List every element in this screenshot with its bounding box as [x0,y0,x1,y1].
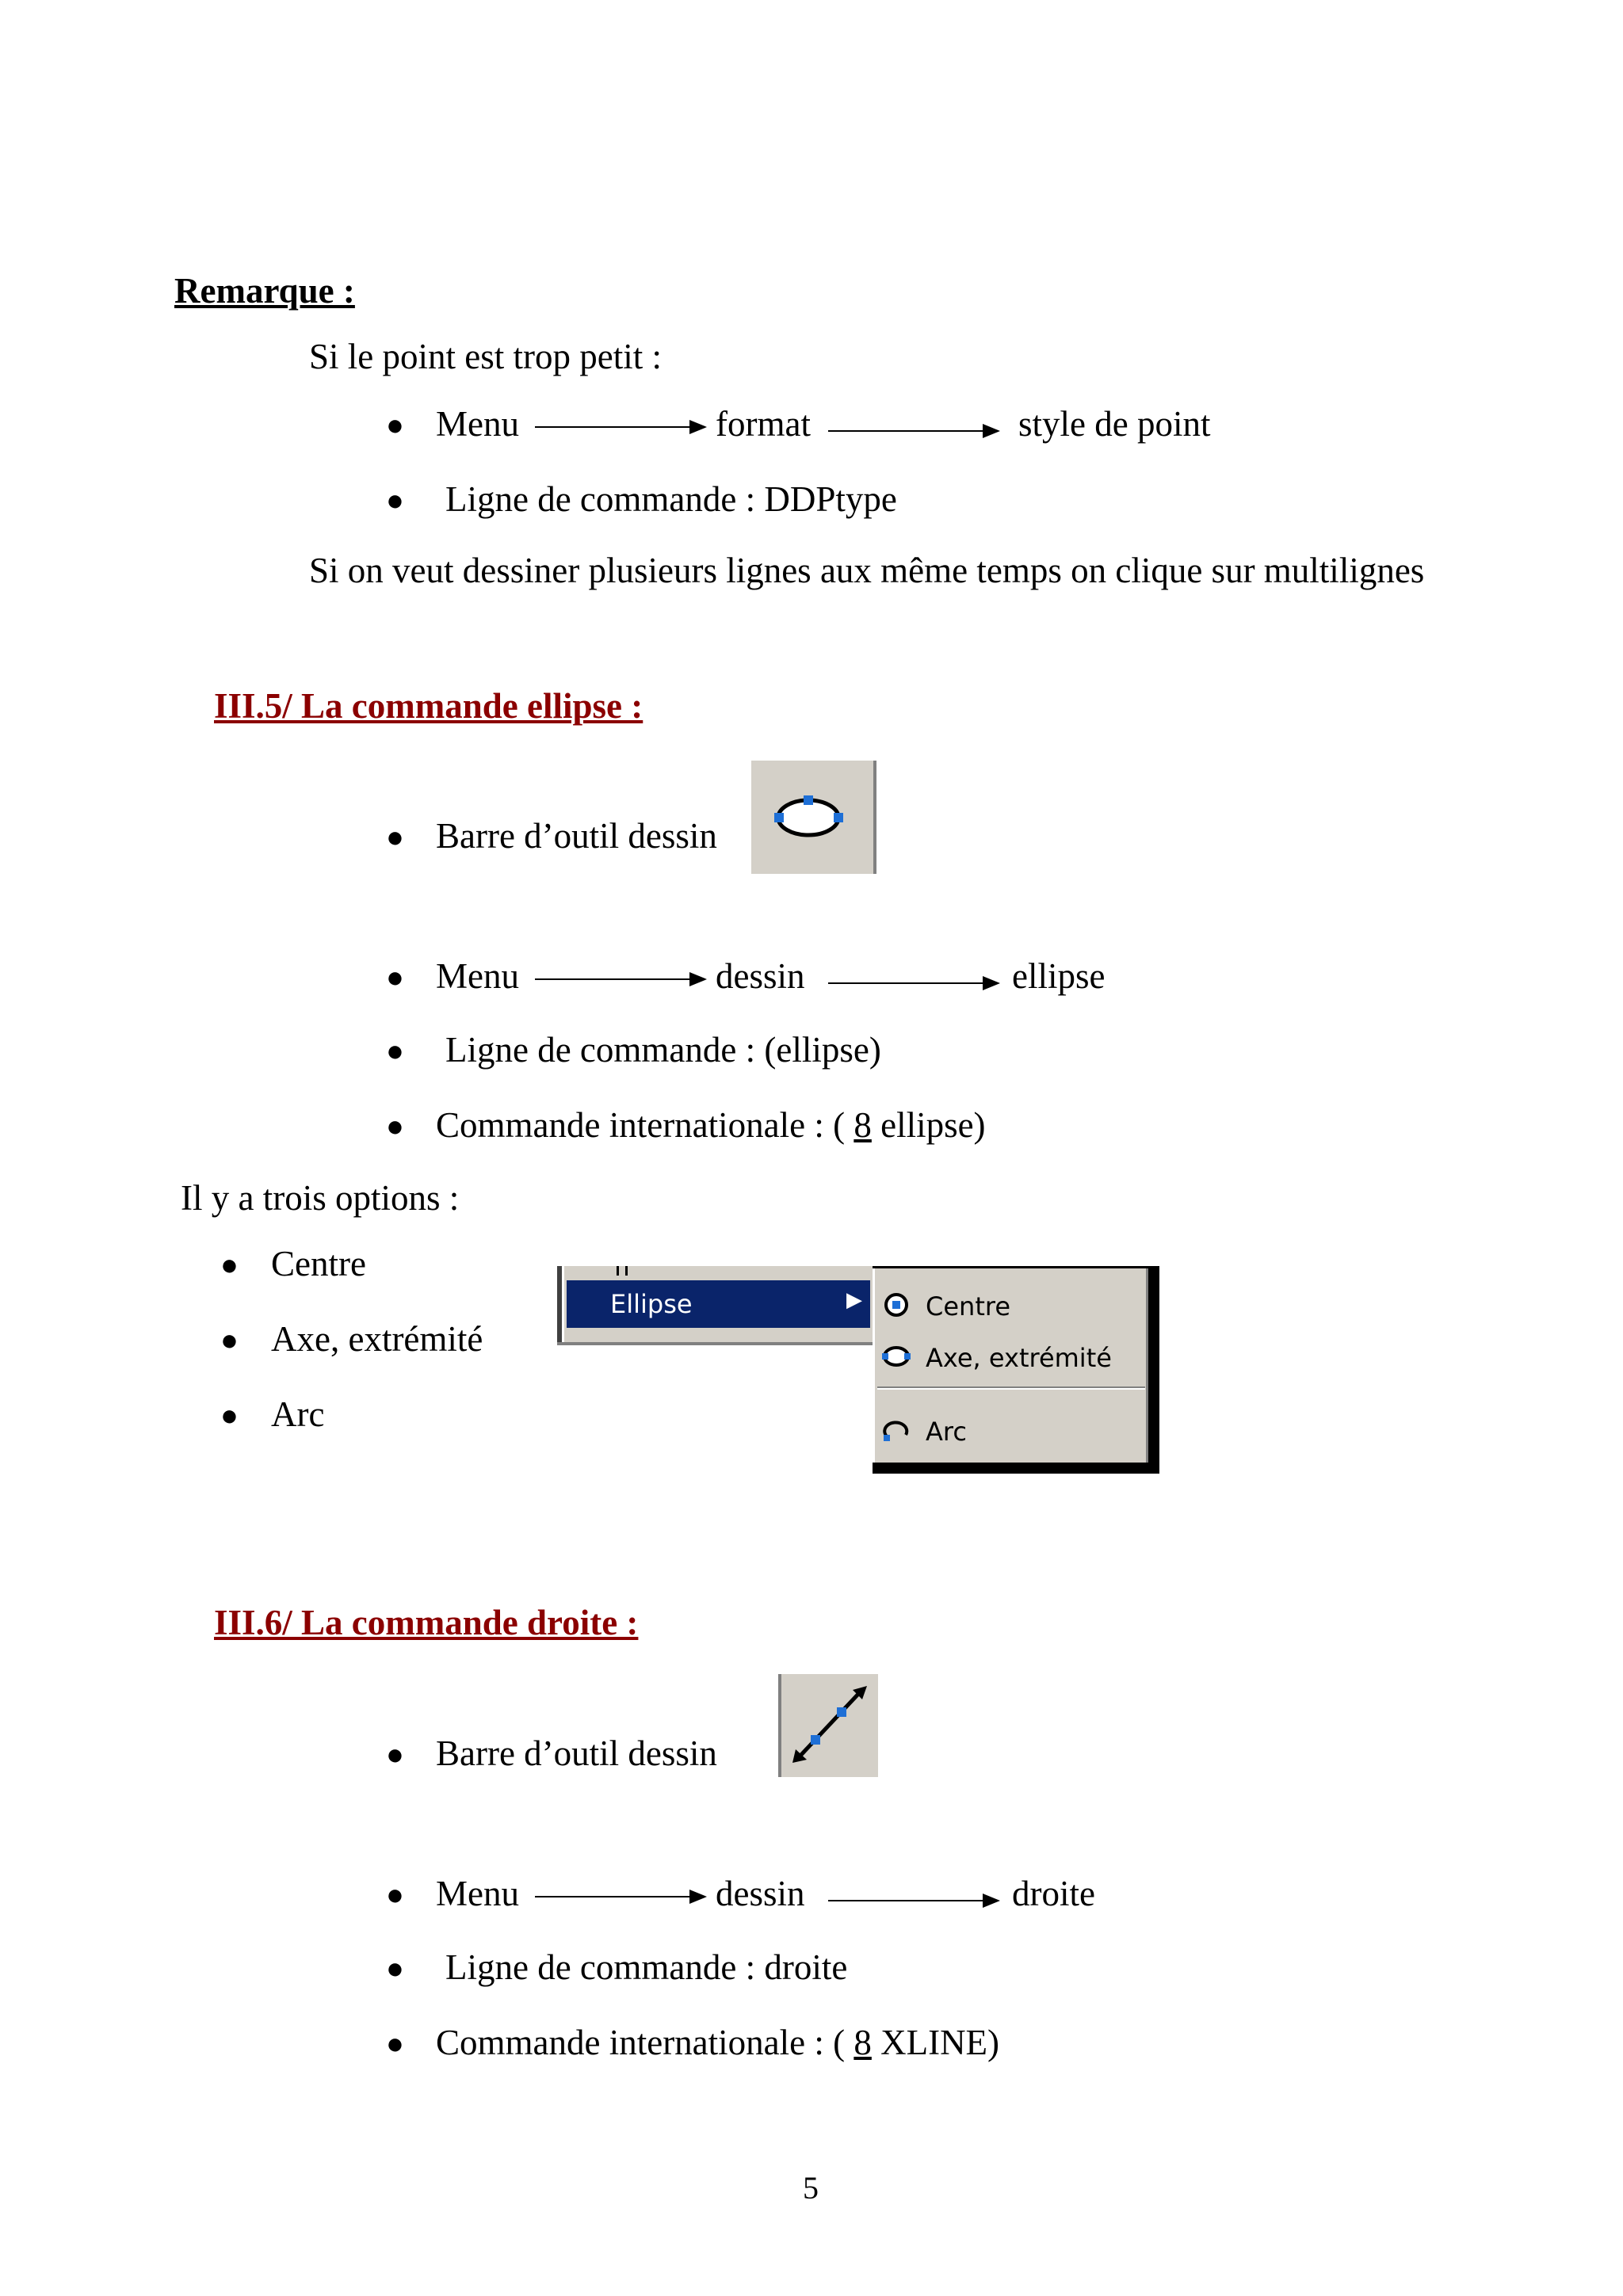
ellipse-menu-menu: Menu [436,956,519,996]
submenu-item-arc-label: Arc [926,1417,967,1447]
droite-menu-droite: droite [1012,1874,1095,1913]
remarque-intro: Si le point est trop petit : [309,337,662,376]
bullet-icon: ● [386,2027,404,2061]
ellipse-context-menu [557,1266,1163,1476]
submenu-arrow-icon: ▶ [846,1288,862,1312]
bullet-icon: ● [220,1324,239,1357]
bullet-icon: ● [386,1110,404,1143]
ellipse-arc-icon [882,1416,911,1444]
cmd-line-ddptype: Ligne de commande : DDPtype [445,479,897,519]
bullet-icon: ● [386,1878,404,1912]
submenu-item-centre[interactable] [882,1287,1151,1324]
intl-prefix: Commande internationale : ( [436,2023,846,2062]
bullet-icon: ● [386,1035,404,1068]
menu-item-ellipse-label: Ellipse [610,1289,693,1319]
menu-path-menu: Menu [436,404,519,444]
ellipse-axis-icon [882,1342,911,1371]
bullet-icon: ● [386,1952,404,1985]
ellipse-centre-icon [882,1291,911,1319]
option-axe: Axe, extrémité [271,1319,483,1359]
bullet-icon: ● [386,409,404,442]
arrow-right-icon [828,982,999,984]
intl-suffix: XLINE) [871,2023,1000,2062]
arrow-right-icon [828,1900,999,1901]
intl-digit: 8 [854,1105,872,1145]
submenu-item-axe-label: Axe, extrémité [926,1343,1112,1373]
menu-item-ellipse[interactable] [567,1280,870,1328]
arrow-right-icon [535,978,705,980]
ellipse-intl-command [436,1105,986,1145]
bullet-icon: ● [386,821,404,854]
option-arc: Arc [271,1394,325,1434]
droite-menu-menu: Menu [436,1874,519,1913]
section-heading-ellipse: III.5/ La commande ellipse : [214,686,643,726]
bullet-icon: ● [386,961,404,994]
menu-path-style: style de point [1018,404,1211,444]
menu-path-format: format [716,404,811,444]
ellipse-menu-dessin: dessin [716,956,805,996]
intl-digit: 8 [854,2023,872,2062]
bullet-icon: ● [220,1399,239,1432]
intl-prefix: Commande internationale : ( [436,1105,846,1145]
droite-intl-command [436,2025,999,2061]
ellipse-cmd-line: Ligne de commande : (ellipse) [445,1030,881,1070]
ellipse-menu-ellipse: ellipse [1012,956,1106,996]
submenu-item-centre-label: Centre [926,1291,1010,1322]
page-number: 5 [803,2170,819,2206]
droite-cmd-line: Ligne de commande : droite [445,1947,848,1987]
ellipse-tool-icon[interactable] [751,761,876,874]
section-heading-droite: III.6/ La commande droite : [214,1603,639,1642]
arrow-right-icon [535,426,705,428]
intl-suffix: ellipse) [871,1105,986,1145]
menu-separator [877,1388,1145,1390]
arrow-right-icon [828,430,999,432]
option-centre: Centre [271,1244,366,1283]
bullet-icon: ● [386,484,404,517]
bullet-icon: ● [220,1249,239,1282]
arrow-right-icon [535,1896,705,1897]
options-intro: Il y a trois options : [181,1178,460,1218]
submenu-item-arc[interactable] [882,1413,1151,1449]
bullet-icon: ● [386,1738,404,1772]
xline-tool-icon[interactable] [775,1674,878,1777]
droite-toolbar-label: Barre d’outil dessin [436,1733,717,1773]
ellipse-toolbar-label: Barre d’outil dessin [436,816,717,856]
droite-menu-dessin: dessin [716,1874,805,1913]
multilines-text: Si on veut dessiner plusieurs lignes aux même temps on clique sur multilignes [309,551,1425,590]
submenu-item-axe[interactable] [882,1339,1151,1375]
remarque-title: Remarque : [174,271,355,311]
